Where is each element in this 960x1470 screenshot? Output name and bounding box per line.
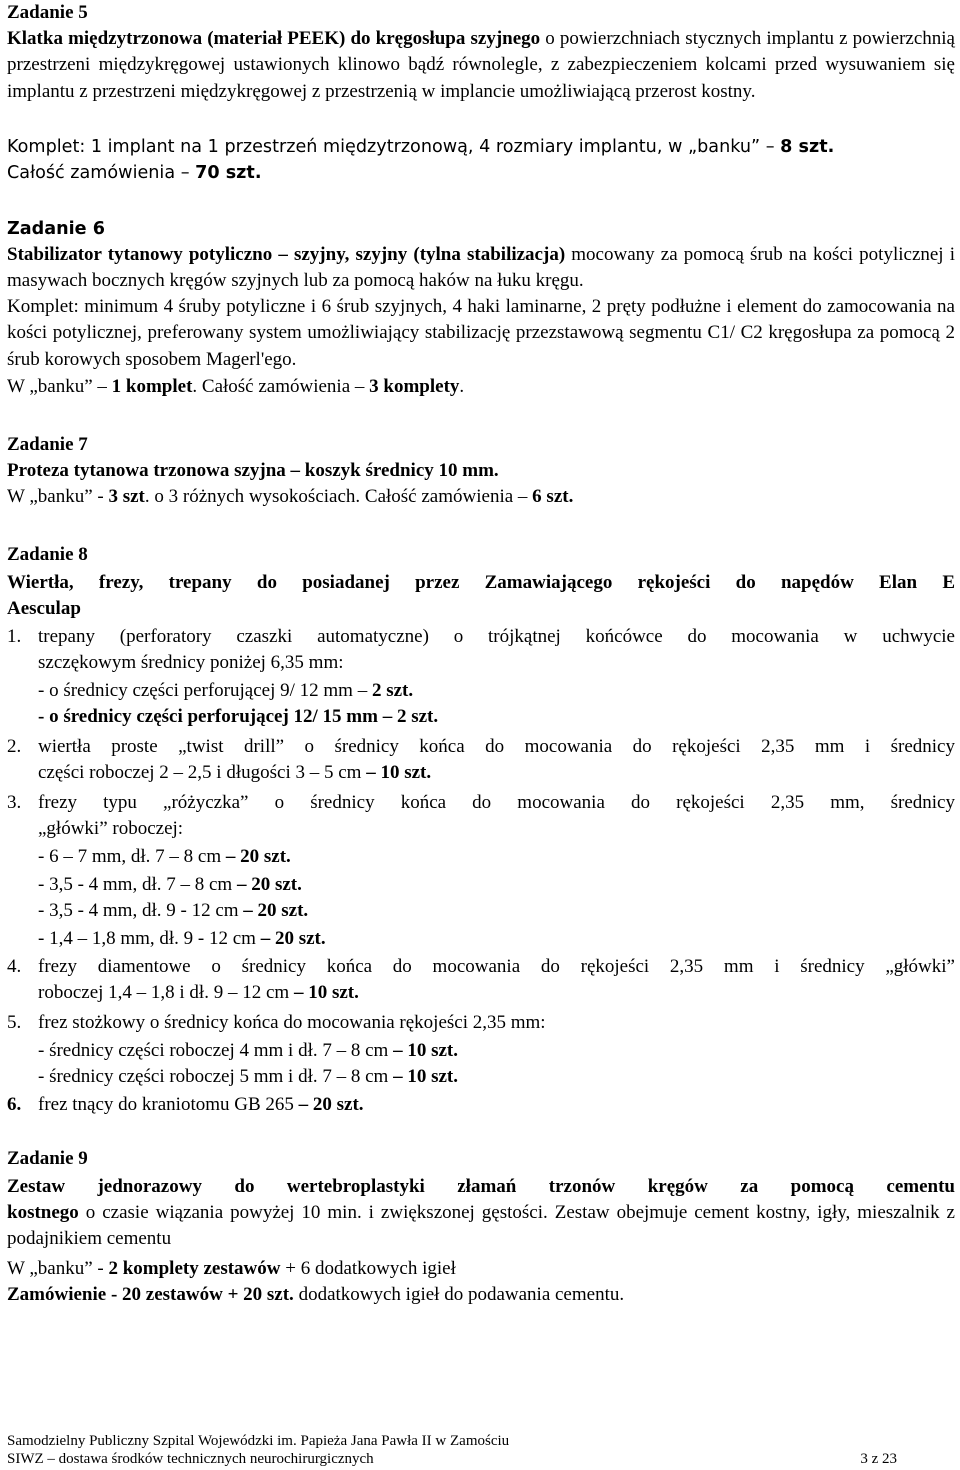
task8-item-1-sub-2: - o średnicy części perforującej 12/ 15 mm – 2 szt. bbox=[38, 706, 439, 727]
task6-bank: W „banku” – 1 komplet. Całość zamówienia – 3 komplety. bbox=[7, 376, 465, 397]
task8-title-line2: Aesculap bbox=[7, 598, 81, 619]
task8-item-3-sub-4: - 1,4 – 1,8 mm, dł. 9 - 12 cm – 20 szt. bbox=[38, 928, 326, 949]
task9-body bbox=[7, 1200, 955, 1253]
task7-bank: W „banku” - 3 szt. o 3 różnych wysokościach. Całość zamówienia – 6 szt. bbox=[7, 486, 574, 507]
task7-title: Proteza tytanowa trzonowa szyjna – koszyk średnicy 10 mm. bbox=[7, 460, 499, 481]
task8-heading: Zadanie 8 bbox=[7, 544, 88, 565]
task5-title: Klatka międzytrzonowa (materiał PEEK) do kręgosłupa szyjnego bbox=[7, 28, 541, 49]
task9-description: o czasie wiązania powyżej 10 min. i zwiększonej gęstości. Zestaw obejmuje cement kostny, igły, mieszalnik z podajnikiem cementu bbox=[7, 1202, 955, 1250]
task8-item-3-sub-2: - 3,5 - 4 mm, dł. 7 – 8 cm – 20 szt. bbox=[38, 874, 302, 895]
task5-description: o powierzchniach stycznych implantu z powierzchnią przestrzeni międzykręgowej ustawionych klinowo bądź równolegle, z zabezpieczeniem kolcami przed wysuwaniem się implantu z przestrzeni międzykręgowej z przestrzenią w implancie umożliwiającą przerost kostny. bbox=[7, 28, 955, 102]
task5-body bbox=[7, 26, 955, 105]
task9-bank: W „banku” - 2 komplety zestawów + 6 dodatkowych igieł bbox=[7, 1258, 456, 1279]
task8-item-1-sub-1: - o średnicy części perforującej 9/ 12 mm – 2 szt. bbox=[38, 680, 414, 701]
footer-hospital-name: Samodzielny Publiczny Szpital Wojewódzki im. Papieża Jana Pawła II w Zamościu bbox=[7, 1433, 510, 1449]
task6-title: Stabilizator tytanowy potyliczno – szyjny, szyjny (tylna stabilizacja) bbox=[7, 244, 566, 265]
task8-item-3-sub-3: - 3,5 - 4 mm, dł. 9 - 12 cm – 20 szt. bbox=[38, 900, 309, 921]
task6-description: mocowany za pomocą śrub na kości potylicznej i masywach bocznych kręgów szyjnych lub za pomocą haków na łuku kręgu. bbox=[7, 244, 955, 292]
task8-item-3-sub-1: - 6 – 7 mm, dł. 7 – 8 cm – 20 szt. bbox=[38, 846, 291, 867]
task8-item-5-sub-1: - średnicy części roboczej 4 mm i dł. 7 – 8 cm – 10 szt. bbox=[38, 1040, 458, 1061]
task6-heading: Zadanie 6 bbox=[7, 219, 105, 239]
task5-heading: Zadanie 5 bbox=[7, 2, 88, 23]
task5-komplet: Komplet: 1 implant na 1 przestrzeń międzytrzonową, 4 rozmiary implantu, w „banku” – 8 szt. Całość zamówienia – 70 szt. bbox=[7, 137, 835, 184]
task9-heading: Zadanie 9 bbox=[7, 1148, 88, 1169]
task6-body bbox=[7, 242, 955, 295]
task6-komplet: Komplet: minimum 4 śruby potyliczne i 6 śrub szyjnych, 4 haki laminarne, 2 pręty podłużne i element do zamocowania na kości potylicznej, preferowany system umożliwiający stabilizację przezstawową segmentu C1/ C2 kręgosłupa za pomocą 2 śrub korowych sposobem Magerl'ego. bbox=[7, 296, 955, 370]
task7-heading: Zadanie 7 bbox=[7, 434, 88, 455]
footer-document-title: SIWZ – dostawa środków technicznych neurochirurgicznych bbox=[7, 1451, 374, 1467]
task9-order: Zamówienie - 20 zestawów + 20 szt. dodatkowych igieł do podawania cementu. bbox=[7, 1284, 625, 1305]
task8-item-5-sub-2: - średnicy części roboczej 5 mm i dł. 7 – 8 cm – 10 szt. bbox=[38, 1066, 458, 1087]
page-number: 3 z 23 bbox=[860, 1451, 897, 1467]
task9-title-line2: kostnego bbox=[7, 1202, 79, 1223]
task8-title-line1: Wiertła, frezy, trepany do posiadanej przez Zamawiającego rękojeści do napędów Elan E bbox=[7, 572, 955, 593]
task9-title-line1: Zestaw jednorazowy do wertebroplastyki złamań trzonów kręgów za pomocą cementu bbox=[7, 1176, 955, 1197]
footer-siwz bbox=[7, 1450, 897, 1468]
